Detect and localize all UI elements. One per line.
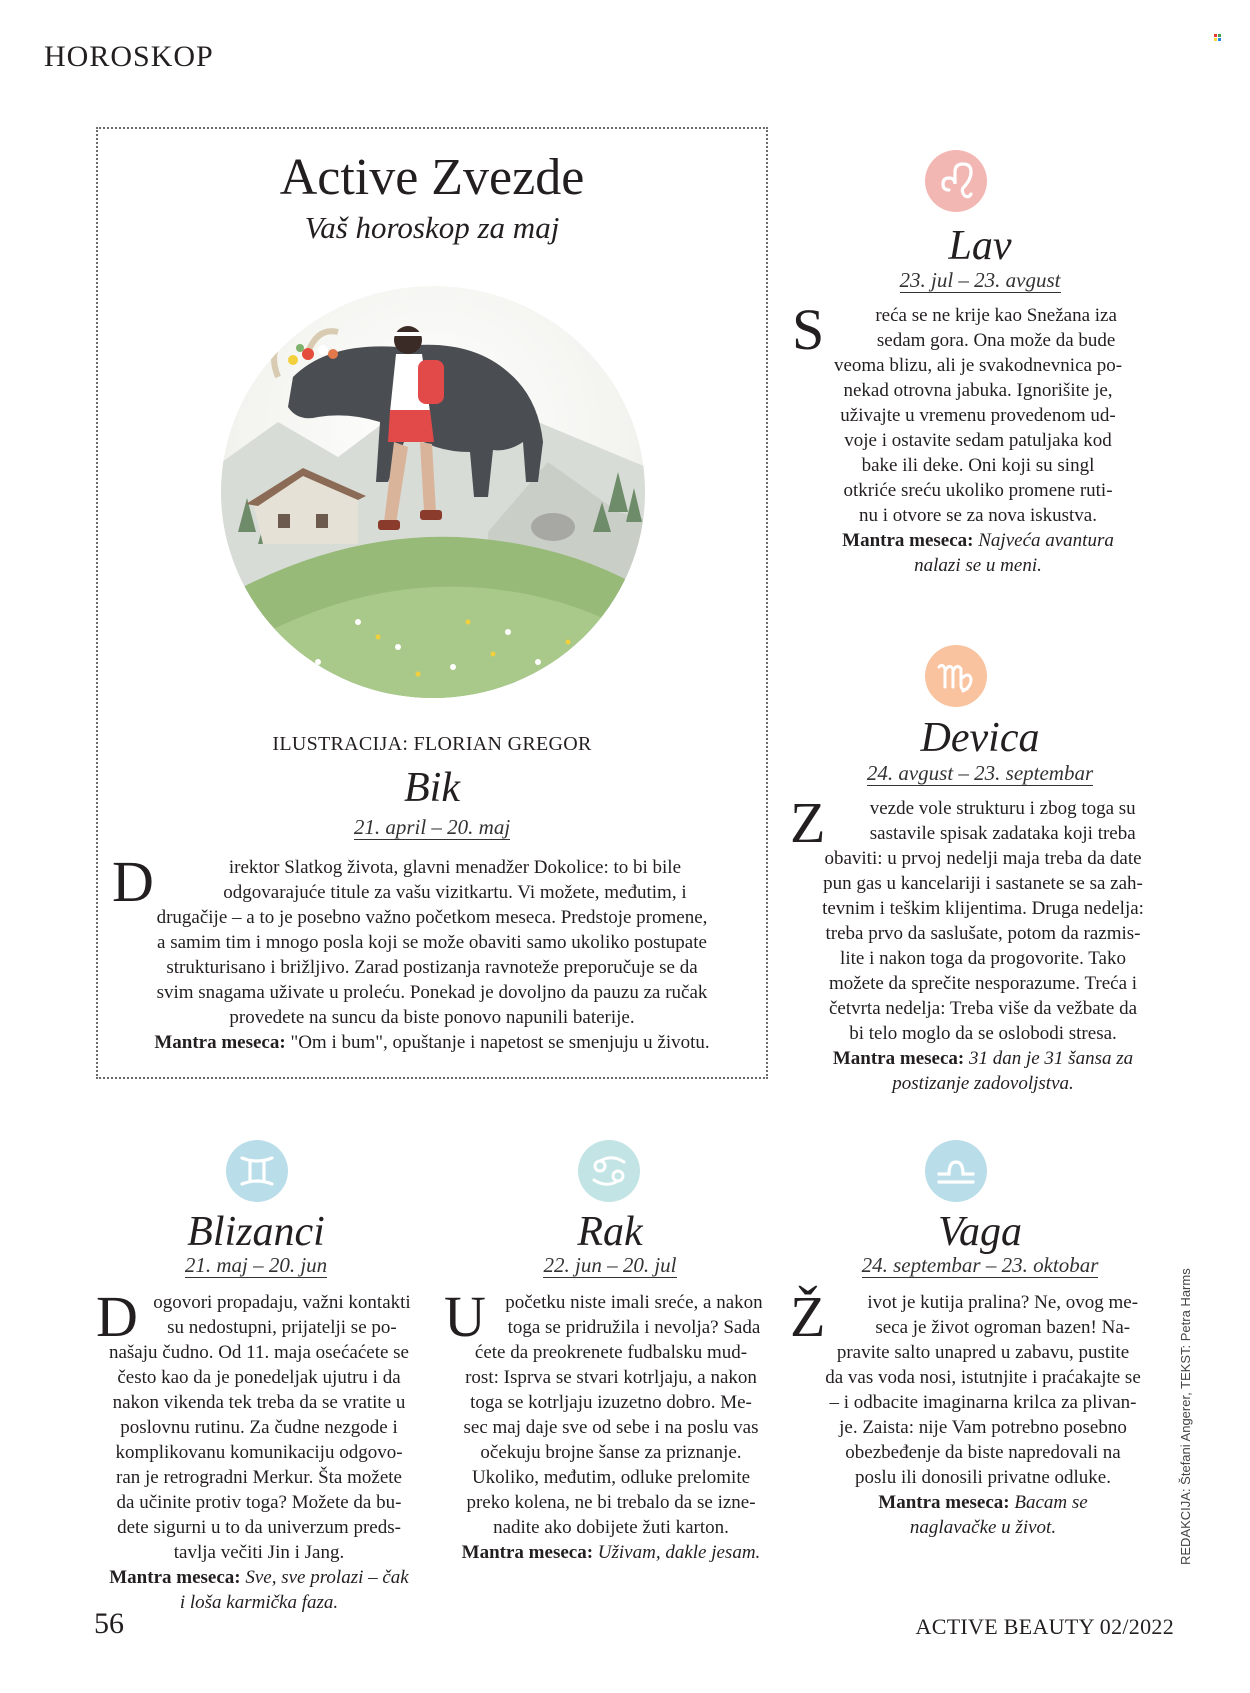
- page-subtitle: Vaš horoskop za maj: [304, 210, 560, 245]
- text-line: bake ili deke. Oni koji su singl: [861, 455, 1095, 476]
- text-line: ivot je kutija pralina? Ne, ovog me-: [867, 1292, 1139, 1313]
- text-line: poslu ili donosili privatne odluke.: [855, 1467, 1111, 1488]
- sign-name-vaga: Vaga: [938, 1209, 1022, 1255]
- mantra-text: "Om i bum", opuštanje i napetost se smenjuju u životu.: [290, 1032, 710, 1053]
- text-line: pun gas u kancelariji i sastanete se sa zah-: [823, 873, 1143, 894]
- sign-name-rak: Rak: [577, 1209, 643, 1255]
- mantra-line: [790, 1490, 1176, 1515]
- mantra-line: [790, 1071, 1176, 1096]
- text-line: je. Zaista: nije Vam potrebno posebno: [839, 1417, 1127, 1438]
- text-line: veoma blizu, ali je svakodnevnica po-: [833, 355, 1123, 376]
- sign-text-lav: [792, 297, 1164, 578]
- magazine-issue: ACTIVE BEAUTY 02/2022: [915, 1614, 1174, 1639]
- sign-dates-blizanci: 21. maj – 20. jun: [184, 1253, 328, 1277]
- mantra-line: [790, 1046, 1176, 1071]
- mantra-text: naglavačke u život.: [909, 1517, 1057, 1538]
- sign-name-bik: Bik: [404, 765, 460, 811]
- mantra-text: Bacam se: [1014, 1492, 1088, 1513]
- text-line: irektor Slatkog života, glavni menadžer Dokolice: to bi bile: [228, 857, 682, 878]
- text-line: često kao da je ponedeljak ujutru i da: [117, 1367, 401, 1388]
- text-line: komplikovanu komunikaciju odgovo-: [115, 1442, 403, 1463]
- drop-cap: S: [792, 297, 825, 362]
- text-line: obezbeđenje da biste napredovali na: [845, 1442, 1121, 1463]
- mantra-label: Mantra meseca:: [461, 1542, 594, 1563]
- mantra-label: Mantra meseca:: [832, 1048, 965, 1069]
- text-line: nadite ako dobijete žuti karton.: [493, 1517, 729, 1538]
- text-line: preko kolena, ne bi trebalo da se izne-: [466, 1492, 756, 1513]
- sign-text-devica: [790, 790, 1176, 1096]
- text-line: nu i otvore se za nova iskustva.: [859, 505, 1097, 526]
- text-line: voje i ostavite sedam patuljaka kod: [844, 430, 1112, 451]
- drop-cap: Z: [790, 790, 826, 855]
- text-line: strukturisano i brižljivo. Zarad postizanja ravnoteže preporučuje se da: [166, 957, 698, 978]
- sign-dates-bik: 21. april – 20. maj: [353, 815, 511, 839]
- mantra-line: [792, 553, 1164, 578]
- text-line: seca je život ogroman bazen! Na-: [875, 1317, 1131, 1338]
- text-line: rost: Isprva se stvari kotrljaju, a nakon: [465, 1367, 757, 1388]
- sign-name-devica: Devica: [920, 715, 1040, 761]
- mantra-line: [792, 528, 1164, 553]
- text-line: uživajte u vremenu provedenom ud-: [840, 405, 1116, 426]
- text-line: bi telo moglo da se oslobodi stresa.: [849, 1023, 1117, 1044]
- mantra-line: [96, 1590, 422, 1615]
- cancer-icon: [578, 1140, 640, 1202]
- section-label: HOROSKOP: [44, 40, 214, 73]
- sign-dates-devica: 24. avgust – 23. septembar: [866, 761, 1094, 785]
- text-line: nakon vikenda tek treba da se vratite u: [112, 1392, 406, 1413]
- virgo-icon: [925, 645, 987, 707]
- text-line: a samim tim i mnogo posla koji se može obaviti samo ukoliko postupate: [157, 932, 707, 953]
- sign-text-rak: [444, 1284, 778, 1565]
- mantra-line: [444, 1540, 778, 1565]
- text-line: početku niste imali sreće, a nakon: [505, 1292, 763, 1313]
- text-line: ogovori propadaju, važni kontakti: [153, 1292, 411, 1313]
- sign-text-bik: [112, 849, 752, 1055]
- mantra-label: Mantra meseca:: [842, 530, 974, 551]
- text-line: dete sigurni u to da univerzum preds-: [117, 1517, 401, 1538]
- text-line: sedam gora. Ona može da bude: [876, 330, 1116, 351]
- libra-icon: [925, 1140, 987, 1202]
- text-line: poslovnu rutinu. Za čudne nezgode i: [120, 1417, 398, 1438]
- mantra-text: Sve, sve prolazi – čak: [245, 1567, 409, 1588]
- sign-name-blizanci: Blizanci: [187, 1209, 325, 1255]
- sign-dates-lav: 23. jul – 23. avgust: [899, 268, 1061, 292]
- mantra-label: Mantra meseca:: [109, 1567, 241, 1588]
- drop-cap: Ž: [790, 1284, 826, 1349]
- drop-cap: D: [96, 1284, 138, 1349]
- text-line: obaviti: u prvoj nedelji maja treba da date: [824, 848, 1142, 869]
- mantra-text: Najveća avantura: [978, 530, 1114, 551]
- text-line: sec maj daje sve od sebe i na poslu vas: [463, 1417, 759, 1438]
- mantra-text: nalazi se u meni.: [914, 555, 1042, 576]
- mantra-text: Uživam, dakle jesam.: [597, 1542, 761, 1563]
- sign-dates-vaga: 24. septembar – 23. oktobar: [861, 1253, 1099, 1277]
- gemini-icon: [226, 1140, 288, 1202]
- color-registration-mark: [1214, 34, 1222, 42]
- text-line: očekuju brojne šanse za priznanje.: [480, 1442, 742, 1463]
- mantra-text: i loša karmička faza.: [179, 1592, 339, 1613]
- mantra-line: [112, 1030, 752, 1055]
- text-line: da učinite protiv toga? Možete da bu-: [116, 1492, 402, 1513]
- text-line: četvrta nedelja: Treba više da vežbate da: [828, 998, 1138, 1019]
- sign-text-blizanci: [96, 1284, 422, 1615]
- text-line: treba prvo da saslušate, potom da razmis-: [825, 923, 1141, 944]
- text-line: toga se pridružila i nevolja? Sada: [507, 1317, 761, 1338]
- mantra-label: Mantra meseca:: [154, 1032, 286, 1053]
- text-line: pravite salto unapred u zabavu, pustite: [836, 1342, 1130, 1363]
- sign-text-vaga: [790, 1284, 1176, 1540]
- editorial-credit: REDAKCIJA: Štefani Angerer, TEKST: Petra Harms: [1178, 1268, 1193, 1565]
- sign-name-lav: Lav: [948, 223, 1012, 269]
- text-line: sastavile spisak zadataka koji treba: [869, 823, 1136, 844]
- text-line: provedete na suncu da biste ponovo napunili baterije.: [229, 1007, 635, 1028]
- text-line: da vas voda nosi, istutnjite i praćakajte se: [825, 1367, 1141, 1388]
- mantra-text: postizanje zadovoljstva.: [892, 1073, 1074, 1094]
- drop-cap: U: [444, 1284, 486, 1349]
- text-line: otkriće sreću ukoliko promene ruti-: [843, 480, 1113, 501]
- text-line: odgovarajuće titule za vašu vizitkartu. Vi možete, međutim, i: [223, 882, 687, 903]
- leo-icon: [925, 150, 987, 212]
- text-line: nekad otrovna jabuka. Ignorišite je,: [843, 380, 1113, 401]
- text-line: Ukoliko, međutim, odluke prelomite: [471, 1467, 751, 1488]
- page-title: Active Zvezde: [279, 149, 585, 206]
- text-line: našaju čudno. Od 11. maja osećaćete se: [108, 1342, 409, 1363]
- text-line: – i odbacite imaginarna krilca za plivan-: [829, 1392, 1137, 1413]
- text-line: tavlja večiti Jin i Jang.: [173, 1542, 345, 1563]
- illustration-credit: ILUSTRACIJA: FLORIAN GREGOR: [272, 733, 592, 755]
- page-number: 56: [94, 1607, 124, 1640]
- drop-cap: D: [112, 849, 154, 914]
- mantra-text: 31 dan je 31 šansa za: [968, 1048, 1134, 1069]
- mantra-line: [96, 1565, 422, 1590]
- text-line: tevnim i teškim klijentima. Druga nedelja:: [822, 898, 1144, 919]
- text-line: ćete da preokrenete fudbalsku mud-: [474, 1342, 748, 1363]
- text-line: su nedostupni, prijatelji se po-: [167, 1317, 397, 1338]
- text-line: svim snagama uživate u proleću. Ponekad je dovoljno da pauzu za ručak: [156, 982, 708, 1003]
- text-line: lite i nakon toga da progovorite. Tako: [840, 948, 1126, 969]
- text-line: ran je retrogradni Merkur. Šta možete: [116, 1467, 402, 1488]
- text-line: toga se kotrljaju izuzetno dobro. Me-: [470, 1392, 752, 1413]
- text-line: možete da sprečite nesporazume. Treća i: [828, 973, 1138, 994]
- text-line: reća se ne krije kao Snežana iza: [875, 305, 1117, 326]
- mantra-line: [790, 1515, 1176, 1540]
- text-line: vezde vole strukturu i zbog toga su: [869, 798, 1136, 819]
- mantra-label: Mantra meseca:: [878, 1492, 1010, 1513]
- woman-hiking-with-bull-illustration: [208, 282, 658, 702]
- sign-dates-rak: 22. jun – 20. jul: [543, 1253, 677, 1277]
- text-line: drugačije – a to je posebno važno početkom meseca. Predstoje promene,: [156, 907, 708, 928]
